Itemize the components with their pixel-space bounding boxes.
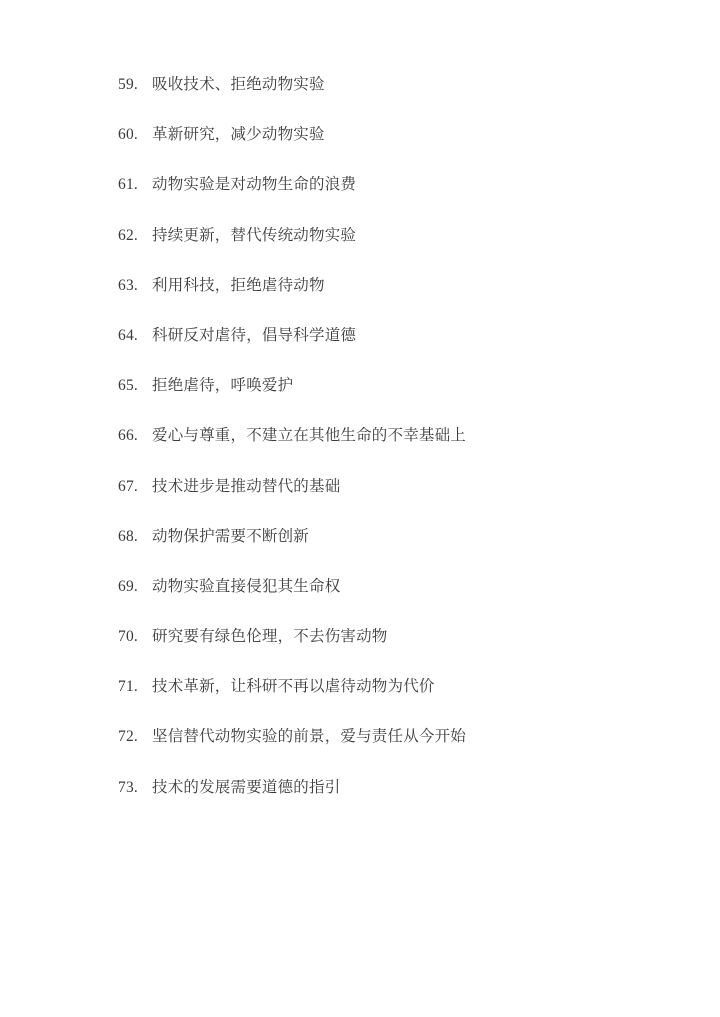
list-item-text: 利用科技，拒绝虐待动物: [152, 276, 325, 294]
list-item-text: 爱心与尊重，不建立在其他生命的不幸基础上: [152, 427, 467, 445]
list-item: [118, 275, 660, 297]
list-item-number: 70.: [118, 628, 138, 646]
list-item: [118, 74, 660, 96]
list-item: [118, 676, 660, 698]
list-item: [118, 626, 660, 648]
list-item: [118, 726, 660, 748]
list-item-number: 63.: [118, 276, 138, 294]
list-item-text: 革新研究，减少动物实验: [152, 126, 325, 144]
list-item-text: 研究要有绿色伦理，不去伤害动物: [152, 628, 388, 646]
document-content: [118, 74, 660, 827]
list-item-text: 技术革新，让科研不再以虐待动物为代价: [152, 678, 435, 696]
list-item-number: 61.: [118, 176, 138, 194]
list-item-text: 拒绝虐待，呼唤爱护: [152, 377, 294, 395]
list-item-number: 69.: [118, 577, 138, 595]
list-item-number: 72.: [118, 728, 138, 746]
list-item-text: 持续更新，替代传统动物实验: [152, 226, 357, 244]
list-item-text: 科研反对虐待，倡导科学道德: [152, 326, 357, 344]
list-item-text: 坚信替代动物实验的前景，爱与责任从今开始: [152, 728, 467, 746]
list-item: [118, 325, 660, 347]
list-item-number: 73.: [118, 778, 138, 796]
list-item-number: 66.: [118, 427, 138, 445]
list-item: [118, 225, 660, 247]
list-item: [118, 476, 660, 498]
list-item: [118, 576, 660, 598]
list-item: [118, 375, 660, 397]
list-item-text: 技术的发展需要道德的指引: [152, 778, 341, 796]
list-item-text: 动物实验直接侵犯其生命权: [152, 577, 341, 595]
list-item: [118, 174, 660, 196]
list-item: [118, 526, 660, 548]
list-item-text: 技术进步是推动替代的基础: [152, 477, 341, 495]
list-item-number: 68.: [118, 527, 138, 545]
list-item-number: 71.: [118, 678, 138, 696]
list-item-number: 59.: [118, 76, 138, 93]
list-item-text: 动物实验是对动物生命的浪费: [152, 176, 357, 194]
list-item-number: 62.: [118, 226, 138, 244]
list-item-text: 吸收技术、拒绝动物实验: [152, 76, 325, 93]
list-item-number: 67.: [118, 477, 138, 495]
list-item: [118, 425, 660, 447]
list-item: [118, 777, 660, 799]
list-item-text: 动物保护需要不断创新: [152, 527, 310, 545]
list-item-number: 64.: [118, 326, 138, 344]
list-item-number: 60.: [118, 126, 138, 144]
list-item-number: 65.: [118, 377, 138, 395]
numbered-slogan-list: [118, 74, 660, 799]
list-item: [118, 124, 660, 146]
